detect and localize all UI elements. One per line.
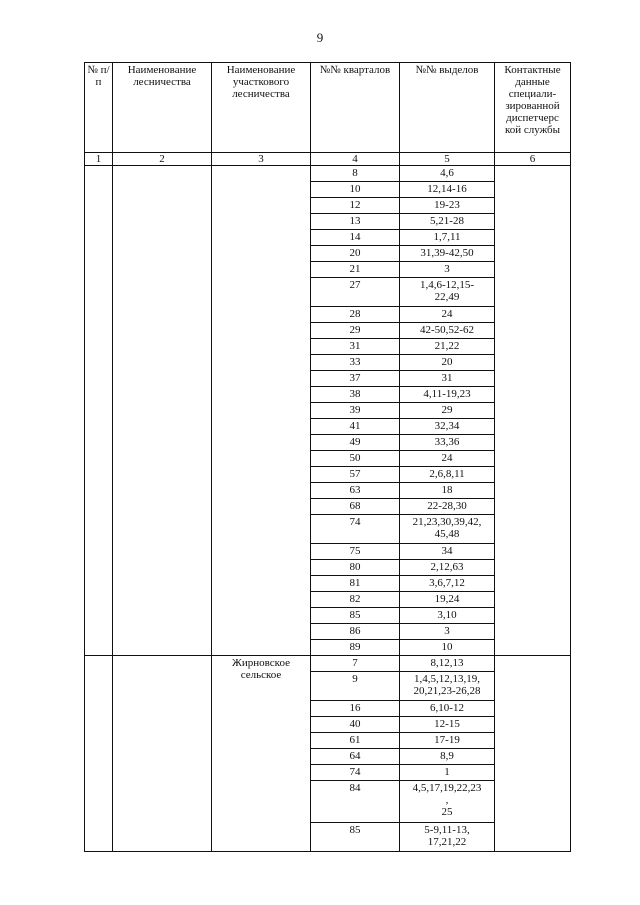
quarter-cell: 84: [311, 781, 400, 823]
header-forestry: Наименование лесничества: [113, 63, 212, 153]
quarter-cell: 85: [311, 823, 400, 852]
quarter-cell: 16: [311, 701, 400, 717]
quarter-cell: 37: [311, 371, 400, 387]
quarter-cell: 64: [311, 749, 400, 765]
quarter-cell: 50: [311, 451, 400, 467]
forestry-cell: [113, 166, 212, 656]
quarter-cell: 89: [311, 640, 400, 656]
allotment-cell: 12-15: [400, 717, 495, 733]
allotment-cell: 4,5,17,19,22,23 , 25: [400, 781, 495, 823]
table-row: [85, 656, 571, 672]
column-index: 2: [113, 153, 212, 166]
allotment-cell: 3: [400, 262, 495, 278]
district-forestry-cell: Жирновское сельское: [212, 656, 311, 852]
column-index: 3: [212, 153, 311, 166]
quarter-cell: 12: [311, 198, 400, 214]
table-header: [85, 63, 571, 166]
quarter-cell: 80: [311, 560, 400, 576]
allotment-cell: 8,9: [400, 749, 495, 765]
allotment-cell: 4,6: [400, 166, 495, 182]
allotment-cell: 5,21-28: [400, 214, 495, 230]
allotment-cell: 10: [400, 640, 495, 656]
header-number: № п/п: [85, 63, 113, 153]
quarter-cell: 68: [311, 499, 400, 515]
allotment-cell: 31: [400, 371, 495, 387]
header-allotments: №№ выделов: [400, 63, 495, 153]
allotment-cell: 1,4,6-12,15- 22,49: [400, 278, 495, 307]
header-row: [85, 63, 571, 153]
quarter-cell: 29: [311, 323, 400, 339]
allotment-cell: 18: [400, 483, 495, 499]
quarter-cell: 10: [311, 182, 400, 198]
allotment-cell: 17-19: [400, 733, 495, 749]
allotment-cell: 1,4,5,12,13,19, 20,21,23-26,28: [400, 672, 495, 701]
quarter-cell: 61: [311, 733, 400, 749]
quarter-cell: 41: [311, 419, 400, 435]
quarter-cell: 39: [311, 403, 400, 419]
allotment-cell: 3,10: [400, 608, 495, 624]
contacts-cell: [495, 656, 571, 852]
allotment-cell: 22-28,30: [400, 499, 495, 515]
allotment-cell: 19,24: [400, 592, 495, 608]
allotment-cell: 24: [400, 451, 495, 467]
allotment-cell: 2,12,63: [400, 560, 495, 576]
allotment-cell: 42-50,52-62: [400, 323, 495, 339]
table-row: [85, 166, 571, 182]
allotment-cell: 12,14-16: [400, 182, 495, 198]
quarter-cell: 82: [311, 592, 400, 608]
quarter-cell: 86: [311, 624, 400, 640]
quarter-cell: 57: [311, 467, 400, 483]
allotment-cell: 20: [400, 355, 495, 371]
quarter-cell: 9: [311, 672, 400, 701]
allotment-cell: 3: [400, 624, 495, 640]
allotment-cell: 3,6,7,12: [400, 576, 495, 592]
allotment-cell: 19-23: [400, 198, 495, 214]
quarter-cell: 14: [311, 230, 400, 246]
quarter-cell: 33: [311, 355, 400, 371]
allotment-cell: 33,36: [400, 435, 495, 451]
quarter-cell: 63: [311, 483, 400, 499]
allotment-cell: 6,10-12: [400, 701, 495, 717]
page-number: 9: [316, 30, 324, 45]
quarter-cell: 8: [311, 166, 400, 182]
quarter-cell: 74: [311, 515, 400, 544]
forestry-cell: [113, 656, 212, 852]
allotment-cell: 2,6,8,11: [400, 467, 495, 483]
column-index: 5: [400, 153, 495, 166]
table-body: [85, 166, 571, 852]
contacts-cell: [495, 166, 571, 656]
quarter-cell: 40: [311, 717, 400, 733]
allotment-cell: 29: [400, 403, 495, 419]
allotment-cell: 1: [400, 765, 495, 781]
header-contacts: Контактные данные специали-зированной диспетчерс кой службы: [495, 63, 571, 153]
quarter-cell: 27: [311, 278, 400, 307]
quarter-cell: 21: [311, 262, 400, 278]
quarter-cell: 20: [311, 246, 400, 262]
allotment-cell: 5-9,11-13, 17,21,22: [400, 823, 495, 852]
column-index: 6: [495, 153, 571, 166]
quarter-cell: 28: [311, 307, 400, 323]
quarter-cell: 7: [311, 656, 400, 672]
number-cell: [85, 656, 113, 852]
forest-quarters-table: [84, 62, 571, 852]
allotment-cell: 21,22: [400, 339, 495, 355]
allotment-cell: 1,7,11: [400, 230, 495, 246]
column-index: 1: [85, 153, 113, 166]
quarter-cell: 74: [311, 765, 400, 781]
allotment-cell: 21,23,30,39,42, 45,48: [400, 515, 495, 544]
allotment-cell: 24: [400, 307, 495, 323]
allotment-cell: 8,12,13: [400, 656, 495, 672]
quarter-cell: 13: [311, 214, 400, 230]
allotment-cell: 32,34: [400, 419, 495, 435]
header-district-forestry: Наименование участкового лесничества: [212, 63, 311, 153]
district-forestry-cell: [212, 166, 311, 656]
allotment-cell: 31,39-42,50: [400, 246, 495, 262]
quarter-cell: 38: [311, 387, 400, 403]
quarter-cell: 49: [311, 435, 400, 451]
quarter-cell: 85: [311, 608, 400, 624]
column-index-row: [85, 153, 571, 166]
header-quarters: №№ кварталов: [311, 63, 400, 153]
quarter-cell: 81: [311, 576, 400, 592]
allotment-cell: 34: [400, 544, 495, 560]
allotment-cell: 4,11-19,23: [400, 387, 495, 403]
number-cell: [85, 166, 113, 656]
column-index: 4: [311, 153, 400, 166]
quarter-cell: 75: [311, 544, 400, 560]
quarter-cell: 31: [311, 339, 400, 355]
